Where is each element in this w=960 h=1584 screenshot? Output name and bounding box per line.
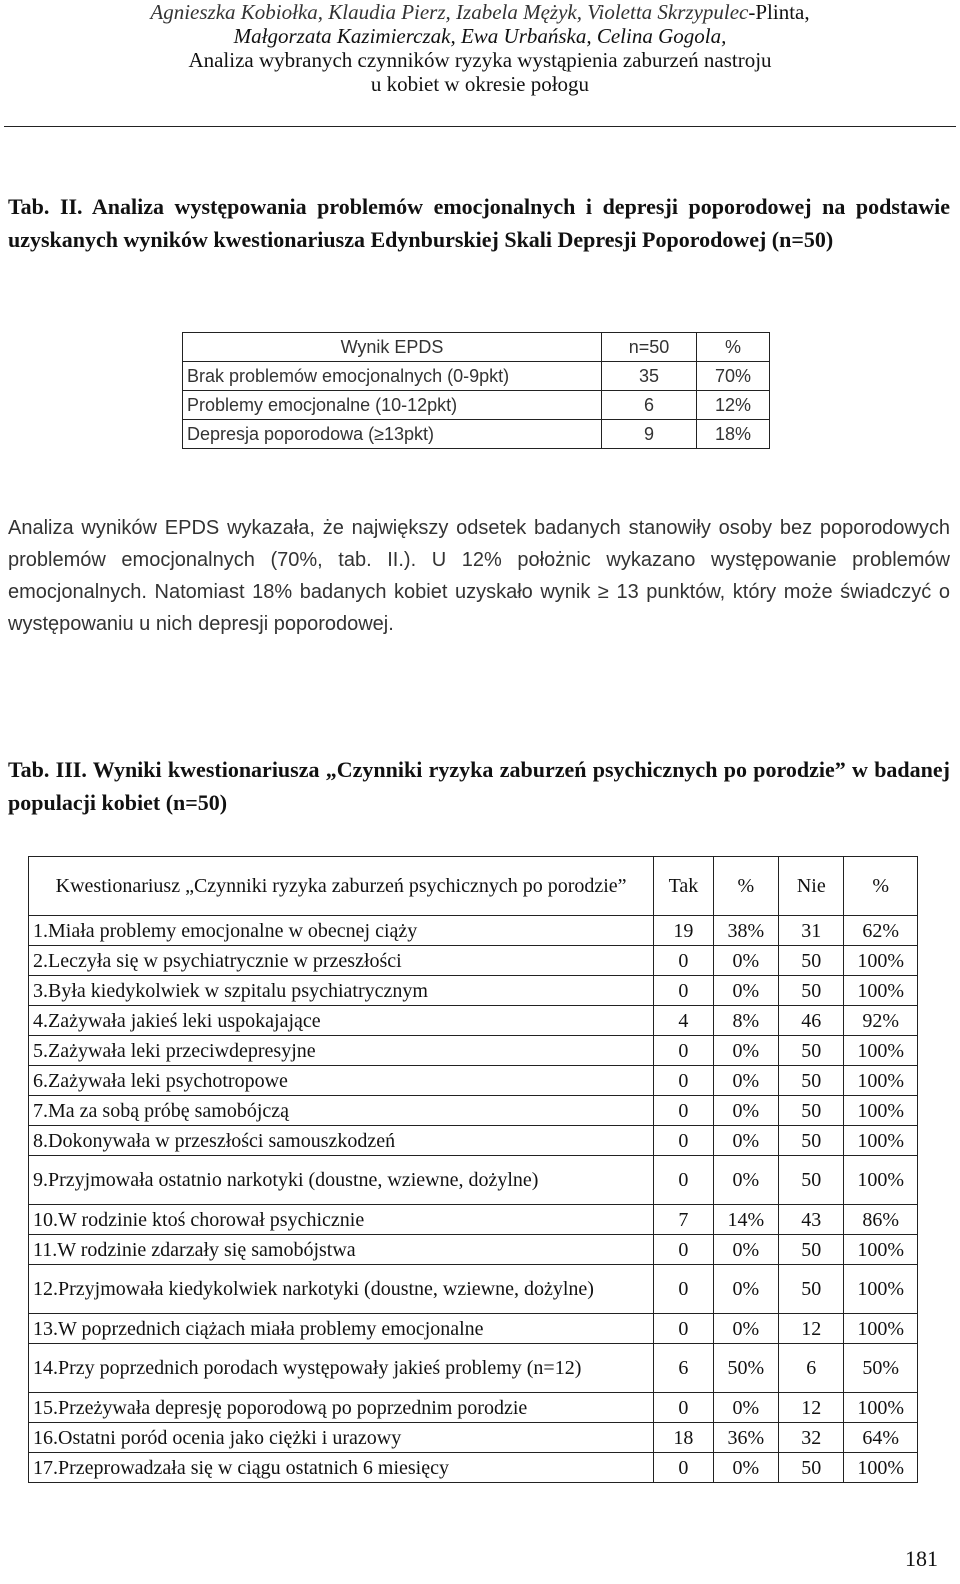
table-cell: 0 <box>654 976 713 1006</box>
table-row <box>29 1156 918 1205</box>
table-3 <box>28 856 918 1483</box>
table-row <box>29 1066 918 1096</box>
table-cell: 17.Przeprowadzała się w ciągu ostatnich 6 miesięcy <box>29 1453 654 1483</box>
table-cell: 50% <box>844 1344 918 1393</box>
table-cell: 100% <box>844 976 918 1006</box>
table-cell: 10.W rodzinie ktoś chorował psychicznie <box>29 1205 654 1235</box>
table-row <box>29 1036 918 1066</box>
table-cell: 4.Zażywała jakieś leki uspokajające <box>29 1006 654 1036</box>
table-cell: 12 <box>779 1314 844 1344</box>
table-cell: Brak problemów emocjonalnych (0-9pkt) <box>183 362 602 391</box>
table-cell: Problemy emocjonalne (10-12pkt) <box>183 391 602 420</box>
table-cell: 100% <box>844 1393 918 1423</box>
table-cell: 7 <box>654 1205 713 1235</box>
table-cell: 0 <box>654 1096 713 1126</box>
table-row <box>29 1265 918 1314</box>
table-cell: 0% <box>713 1314 778 1344</box>
table-row <box>29 1314 918 1344</box>
table-cell: 6 <box>602 391 697 420</box>
table-cell: 100% <box>844 1126 918 1156</box>
table-row <box>29 1235 918 1265</box>
table-2 <box>182 332 770 449</box>
table-cell: 0 <box>654 1235 713 1265</box>
running-header <box>0 0 960 96</box>
header-rule <box>4 126 956 127</box>
table-3-header-cell: Kwestionariusz „Czynniki ryzyka zaburzeń psychicznych po porodzie” <box>29 857 654 916</box>
table-row <box>29 1344 918 1393</box>
table-cell: 8.Dokonywała w przeszłości samouszkodzeń <box>29 1126 654 1156</box>
table-cell: 50 <box>779 946 844 976</box>
table-row <box>29 1126 918 1156</box>
table-cell: 6.Zażywała leki psychotropowe <box>29 1066 654 1096</box>
table-cell: 0% <box>713 1235 778 1265</box>
table-cell: 12% <box>697 391 770 420</box>
table-cell: 0% <box>713 1126 778 1156</box>
table-cell: 0% <box>713 1265 778 1314</box>
article-title-line-1: Analiza wybranych czynników ryzyka wystąpienia zaburzeń nastroju <box>188 48 772 72</box>
table-cell: 9 <box>602 420 697 449</box>
table-cell: 18 <box>654 1423 713 1453</box>
table-cell: 100% <box>844 1265 918 1314</box>
table-cell: Depresja poporodowa (≥13pkt) <box>183 420 602 449</box>
table-row <box>29 1423 918 1453</box>
table-cell: 13.W poprzednich ciążach miała problemy emocjonalne <box>29 1314 654 1344</box>
table-cell: 50 <box>779 1126 844 1156</box>
table-cell: 0% <box>713 1096 778 1126</box>
table-cell: 6 <box>779 1344 844 1393</box>
table-cell: 100% <box>844 1453 918 1483</box>
table-cell: 0% <box>713 1066 778 1096</box>
table-3-body <box>29 916 918 1483</box>
table-cell: 100% <box>844 1314 918 1344</box>
table-cell: 16.Ostatni poród ocenia jako ciężki i urazowy <box>29 1423 654 1453</box>
table-cell: 2.Leczyła się w psychiatrycznie w przeszłości <box>29 946 654 976</box>
table-cell: 3.Była kiedykolwiek w szpitalu psychiatrycznym <box>29 976 654 1006</box>
table-cell: 12.Przyjmowała kiedykolwiek narkotyki (doustne, wziewne, dożylne) <box>29 1265 654 1314</box>
table-cell: 86% <box>844 1205 918 1235</box>
table-row <box>29 916 918 946</box>
table-cell: 50 <box>779 976 844 1006</box>
table-2-header-cell: n=50 <box>602 333 697 362</box>
results-paragraph: Analiza wyników EPDS wykazała, że największy odsetek badanych stanowiły osoby bez poporodowych problemów emocjonalnych (70%, tab. II.). U 12% położnic wykazano występowanie problemów emocjonalnych. Natomiast 18% badanych kobiet uzyskało wynik ≥ 13 punktów, który może świadczyć o występowaniu u nich depresji poporodowej. <box>8 517 950 635</box>
table-cell: 31 <box>779 916 844 946</box>
table-cell: 62% <box>844 916 918 946</box>
table-cell: 32 <box>779 1423 844 1453</box>
table-cell: 5.Zażywała leki przeciwdepresyjne <box>29 1036 654 1066</box>
table-cell: 0% <box>713 946 778 976</box>
table-cell: 0 <box>654 1126 713 1156</box>
table-row <box>183 362 770 391</box>
table-cell: 0 <box>654 1453 713 1483</box>
table-cell: 1.Miała problemy emocjonalne w obecnej ciąży <box>29 916 654 946</box>
table-2-header-cell: % <box>697 333 770 362</box>
table-3-caption: Tab. III. Wyniki kwestionariusza „Czynniki ryzyka zaburzeń psychicznych po porodzie” w badanej populacji kobiet (n=50) <box>8 757 950 815</box>
table-row <box>29 1205 918 1235</box>
table-cell: 19 <box>654 916 713 946</box>
table-cell: 100% <box>844 1235 918 1265</box>
table-row <box>29 1393 918 1423</box>
table-cell: 0 <box>654 1066 713 1096</box>
table-cell: 0 <box>654 1036 713 1066</box>
page-number: 181 <box>905 1546 938 1571</box>
table-2-header-row <box>183 333 770 362</box>
table-cell: 100% <box>844 1096 918 1126</box>
table-cell: 4 <box>654 1006 713 1036</box>
table-cell: 15.Przeżywała depresję poporodową po poprzednim porodzie <box>29 1393 654 1423</box>
authors-line-2: Małgorzata Kazimierczak, Ewa Urbańska, Celina Gogola, <box>233 24 727 48</box>
table-cell: 100% <box>844 946 918 976</box>
table-cell: 50 <box>779 1235 844 1265</box>
authors-line-1: Agnieszka Kobiołka, Klaudia Pierz, Izabela Mężyk, Violetta Skrzypulec-Plinta, <box>150 0 810 24</box>
table-cell: 0 <box>654 1314 713 1344</box>
table-3-header-cell: % <box>844 857 918 916</box>
table-3-header-cell: Tak <box>654 857 713 916</box>
table-cell: 100% <box>844 1036 918 1066</box>
table-cell: 0% <box>713 1453 778 1483</box>
table-cell: 0 <box>654 1265 713 1314</box>
table-cell: 43 <box>779 1205 844 1235</box>
table-cell: 0 <box>654 946 713 976</box>
table-cell: 11.W rodzinie zdarzały się samobójstwa <box>29 1235 654 1265</box>
table-cell: 92% <box>844 1006 918 1036</box>
table-cell: 0% <box>713 1036 778 1066</box>
table-cell: 50% <box>713 1344 778 1393</box>
table-cell: 50 <box>779 1036 844 1066</box>
table-cell: 46 <box>779 1006 844 1036</box>
table-cell: 0% <box>713 1393 778 1423</box>
table-cell: 50 <box>779 1156 844 1205</box>
table-cell: 70% <box>697 362 770 391</box>
table-2-header-cell: Wynik EPDS <box>183 333 602 362</box>
table-row <box>29 1096 918 1126</box>
table-cell: 50 <box>779 1096 844 1126</box>
table-cell: 6 <box>654 1344 713 1393</box>
table-cell: 100% <box>844 1066 918 1096</box>
table-row <box>29 1006 918 1036</box>
table-row <box>29 976 918 1006</box>
table-row <box>183 420 770 449</box>
table-cell: 0% <box>713 976 778 1006</box>
article-title-line-2: u kobiet w okresie połogu <box>370 72 590 96</box>
table-cell: 14.Przy poprzednich porodach występowały jakieś problemy (n=12) <box>29 1344 654 1393</box>
table-cell: 35 <box>602 362 697 391</box>
table-cell: 12 <box>779 1393 844 1423</box>
table-row <box>29 1453 918 1483</box>
table-cell: 0% <box>713 1156 778 1205</box>
table-cell: 100% <box>844 1156 918 1205</box>
table-cell: 8% <box>713 1006 778 1036</box>
table-cell: 0 <box>654 1156 713 1205</box>
table-cell: 0 <box>654 1393 713 1423</box>
table-cell: 9.Przyjmowała ostatnio narkotyki (doustne, wziewne, dożylne) <box>29 1156 654 1205</box>
table-2-caption: Tab. II. Analiza występowania problemów emocjonalnych i depresji poporodowej na podstawie uzyskanych wyników kwestionariusza Edynburskiej Skali Depresji Poporodowej (n=50) <box>8 194 950 252</box>
table-3-header-cell: % <box>713 857 778 916</box>
table-row <box>29 946 918 976</box>
table-cell: 14% <box>713 1205 778 1235</box>
table-row <box>183 391 770 420</box>
table-cell: 7.Ma za sobą próbę samobójczą <box>29 1096 654 1126</box>
table-cell: 50 <box>779 1066 844 1096</box>
table-3-header-cell: Nie <box>779 857 844 916</box>
table-cell: 18% <box>697 420 770 449</box>
table-cell: 50 <box>779 1265 844 1314</box>
table-cell: 50 <box>779 1453 844 1483</box>
table-cell: 38% <box>713 916 778 946</box>
table-cell: 64% <box>844 1423 918 1453</box>
table-cell: 36% <box>713 1423 778 1453</box>
table-3-header-row <box>29 857 918 916</box>
